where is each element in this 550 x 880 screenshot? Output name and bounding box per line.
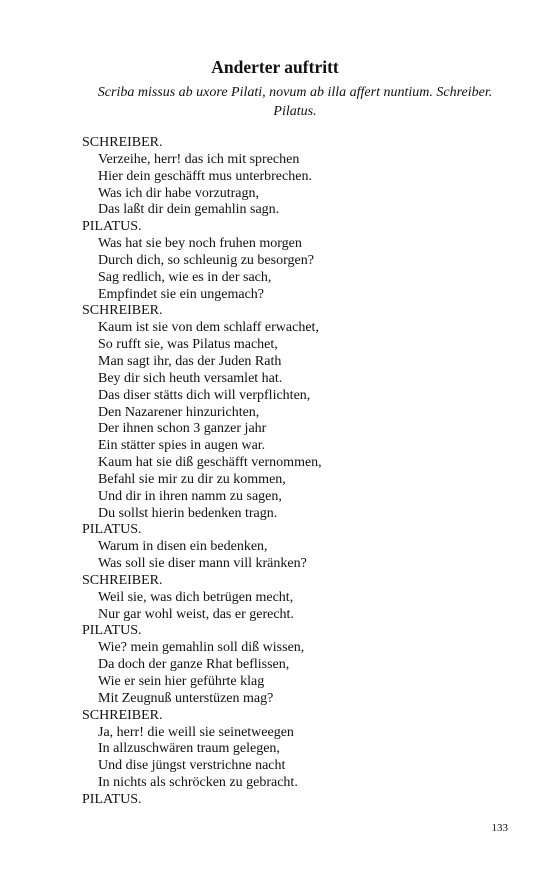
verse-line: Was ich dir habe vorzutragn,	[98, 185, 259, 201]
speaker-name: PILATUS.	[82, 791, 142, 807]
verse-line: In nichts als schröcken zu gebracht.	[98, 775, 298, 791]
verse-line: Hier dein geschäfft mus unterbrechen.	[98, 168, 312, 184]
speaker-name: SCHREIBER.	[82, 707, 163, 723]
verse-line: Da doch der ganze Rhat beflissen,	[98, 657, 290, 673]
scene-heading: Anderter auftritt	[211, 57, 339, 77]
scene-subtitle: Scriba missus ab uxore Pilati, novum ab illa affert nuntium. Schreiber. Pilatus.	[97, 85, 493, 119]
verse-line: Kaum hat sie diß geschäfft vernommen,	[98, 455, 322, 471]
verse-line: So rufft sie, was Pilatus machet,	[98, 337, 278, 353]
verse-line: Warum in disen ein bedenken,	[98, 539, 268, 555]
verse-line: Du sollst hierin bedenken tragn.	[98, 505, 278, 521]
verse-line: Nur gar wohl weist, das er gerecht.	[98, 606, 294, 622]
verse-line: Was hat sie bey noch fruhen morgen	[98, 236, 302, 252]
speaker-name: PILATUS.	[82, 522, 142, 538]
verse-line: Was soll sie diser mann vill kränken?	[98, 556, 307, 572]
verse-line: Den Nazarener hinzurichten,	[98, 404, 260, 420]
verse-line: Mit Zeugnuß unterstüzen mag?	[98, 690, 274, 706]
page-number: 133	[491, 822, 508, 834]
verse-line: Der ihnen schon 3 ganzer jahr	[98, 421, 267, 437]
verse-line: Wie er sein hier geführte klag	[98, 674, 265, 689]
verse-line: Empfindet sie ein ungemach?	[98, 286, 264, 302]
speaker-name: PILATUS.	[82, 219, 142, 235]
verse-line: Das diser stätts dich will verpflichten,	[98, 387, 311, 403]
verse-line: Bey dir sich heuth versamlet hat.	[98, 370, 283, 386]
verse-text	[82, 135, 512, 809]
verse-line: Sag redlich, wie es in der sach,	[98, 269, 272, 285]
speaker-name: SCHREIBER.	[82, 572, 163, 588]
speaker-name: PILATUS.	[82, 623, 142, 639]
verse-line: Verzeihe, herr! das ich mit sprechen	[98, 151, 300, 167]
verse-line: Ein stätter spies in augen war.	[98, 438, 266, 454]
speaker-name: SCHREIBER.	[82, 303, 163, 319]
verse-line: Weil sie, was dich betrügen mecht,	[98, 589, 294, 605]
verse-line: Wie? mein gemahlin soll diß wissen,	[98, 640, 305, 656]
verse-line: Und dise jüngst verstrichne nacht	[98, 758, 286, 774]
verse-line: In allzuschwären traum gelegen,	[98, 741, 280, 757]
verse-line: Kaum ist sie von dem schlaff erwachet,	[98, 320, 319, 336]
verse-line: Und dir in ihren namm zu sagen,	[98, 488, 282, 504]
verse-line: Ja, herr! die weill sie seinetweegen	[98, 724, 294, 740]
verse-line: Befahl sie mir zu dir zu kommen,	[98, 471, 286, 487]
speaker-name: SCHREIBER.	[82, 135, 163, 150]
verse-line: Man sagt ihr, das der Juden Rath	[98, 353, 282, 369]
verse-line: Durch dich, so schleunig zu besorgen?	[98, 252, 314, 268]
verse-line: Das laßt dir dein gemahlin sagn.	[98, 202, 280, 218]
